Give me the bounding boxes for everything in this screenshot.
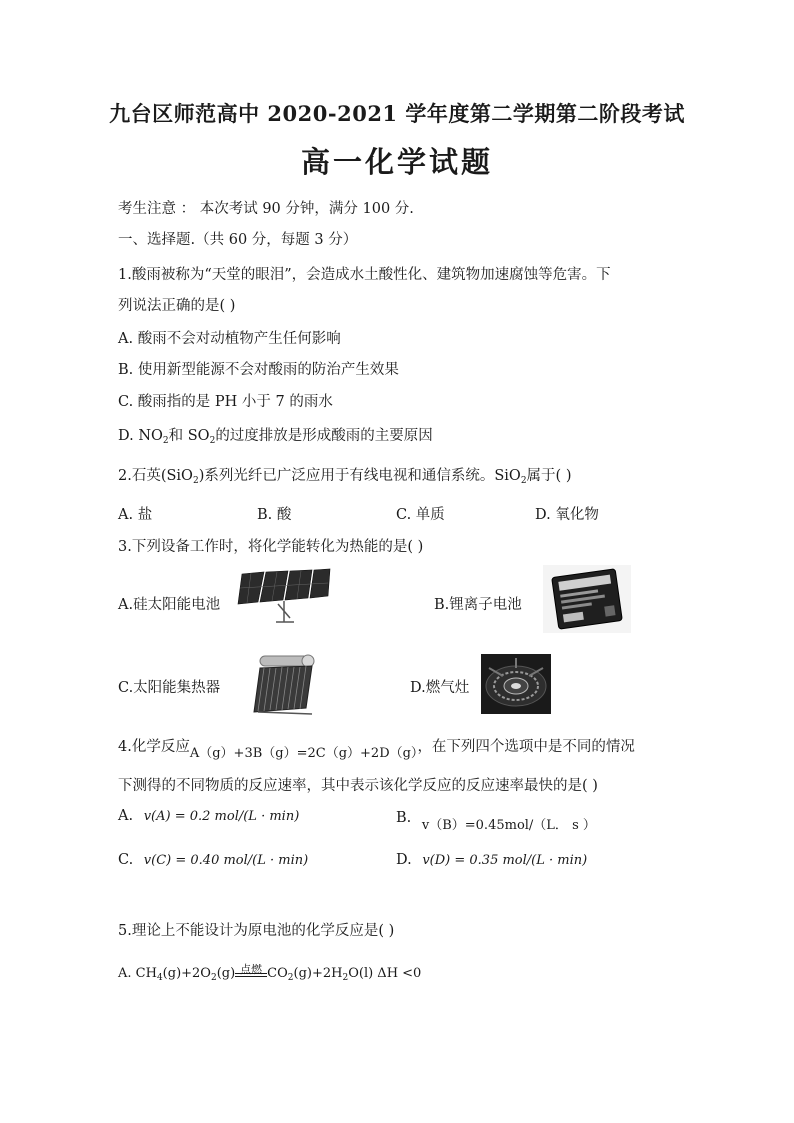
q3-option-b: B.锂离子电池 (434, 597, 522, 613)
q1-d-sub2: 2 (209, 436, 216, 446)
q1-stem-line2: 列说法正确的是( ) (118, 298, 236, 314)
q2-option-d: D. 氧化物 (535, 507, 599, 523)
q5-condition: 点燃 (240, 963, 263, 976)
q2-stem (118, 464, 571, 486)
lithium-battery-image (543, 565, 631, 633)
q2-sub1: 2 (192, 476, 199, 486)
q4-a-label: A. (118, 808, 134, 824)
solar-panel-image (236, 568, 332, 630)
q1-option-b: B. 使用新型能源不会对酸雨的防治产生效果 (118, 362, 399, 378)
q4-option-d (396, 852, 587, 868)
q5-a-part3: (g) (216, 966, 236, 981)
q1-stem-line1: 1.酸雨被称为“天堂的眼泪”，会造成水土酸性化、建筑物加速腐蚀等危害。下 (118, 267, 611, 283)
q5-a-part5: (g)+2H (293, 966, 343, 981)
q3-option-c: C.太阳能集热器 (118, 680, 221, 696)
q2-stem-b: )系列光纤已广泛应用于有线电视和通信系统。SiO (198, 468, 521, 484)
q4-option-a (118, 808, 299, 824)
q5-a-sub3: 2 (287, 973, 294, 983)
q1-d-suffix: 的过度排放是形成酸雨的主要原因 (215, 428, 433, 444)
q4-stem-line2: 下测得的不同物质的反应速率，其中表示该化学反应的反应速率最快的是( ) (118, 778, 598, 794)
q3-stem: 3.下列设备工作时，将化学能转化为热能的是( ) (118, 539, 424, 555)
q4-stem-line1 (118, 735, 635, 761)
q1-d-sub1: 2 (162, 436, 169, 446)
q3-option-d: D.燃气灶 (410, 680, 470, 696)
q4-b-value: v（B）=0.45mol/（L． s ） (421, 818, 596, 833)
gas-stove-image (481, 654, 551, 714)
q1-option-d (118, 424, 433, 446)
section-heading: 一、选择题.（共 60 分，每题 3 分） (118, 232, 358, 248)
q4-d-value: v(D) = 0.35 mol/(L · min) (422, 853, 588, 868)
q4-b-label: B. (396, 810, 412, 826)
q2-option-c: C. 单质 (396, 507, 445, 523)
exam-title: 九台区师范高中 2020-2021 学年度第二学期第二阶段考试 (109, 101, 685, 126)
q4-c-value: v(C) = 0.40 mol/(L · min) (143, 853, 309, 868)
q3-option-a: A.硅太阳能电池 (118, 597, 221, 613)
q4-d-label: D. (396, 852, 412, 868)
q1-option-c: C. 酸雨指的是 PH 小于 7 的雨水 (118, 394, 333, 410)
exam-subtitle: 高一化学试题 (300, 145, 493, 179)
q2-option-a: A. 盐 (118, 507, 153, 523)
q1-d-prefix: D. NO (118, 428, 163, 444)
q5-a-sub2: 2 (210, 973, 217, 983)
q4-option-c (118, 852, 308, 868)
q5-reaction-arrow (235, 963, 267, 977)
q2-stem-a: 2.石英(SiO (118, 468, 193, 484)
exam-notice: 考生注意 ： 本次考试 90 分钟，满分 100 分. (118, 201, 414, 217)
q5-stem: 5.理论上不能设计为原电池的化学反应是( ) (118, 923, 395, 939)
q2-sub2: 2 (520, 476, 527, 486)
q5-option-a (118, 963, 422, 983)
q2-stem-c: 属于( ) (526, 468, 572, 484)
q5-a-prefix: A. CH (118, 966, 157, 981)
q4-option-b (396, 807, 596, 833)
q4-a-value: v(A) = 0.2 mol/(L · min) (143, 809, 300, 824)
q5-a-part6: O(l) ΔH <0 (348, 966, 422, 981)
q2-option-b: B. 酸 (257, 507, 292, 523)
q5-a-sub1: 4 (156, 973, 163, 983)
q1-option-a: A. 酸雨不会对动植物产生任何影响 (118, 331, 341, 347)
q1-d-mid: 和 SO (168, 428, 210, 444)
q4-reaction: A（g）+3B（g）=2C（g）+2D（g） (189, 746, 418, 761)
q4-stem-b: ，在下列四个选项中是不同的情况 (417, 739, 635, 755)
q5-a-part4: CO (267, 966, 288, 981)
solar-water-heater-image (248, 650, 320, 718)
q4-c-label: C. (118, 852, 134, 868)
q5-a-sub4: 2 (342, 973, 349, 983)
q4-stem-a: 4.化学反应 (118, 739, 190, 755)
q5-a-part2: (g)+2O (162, 966, 211, 981)
